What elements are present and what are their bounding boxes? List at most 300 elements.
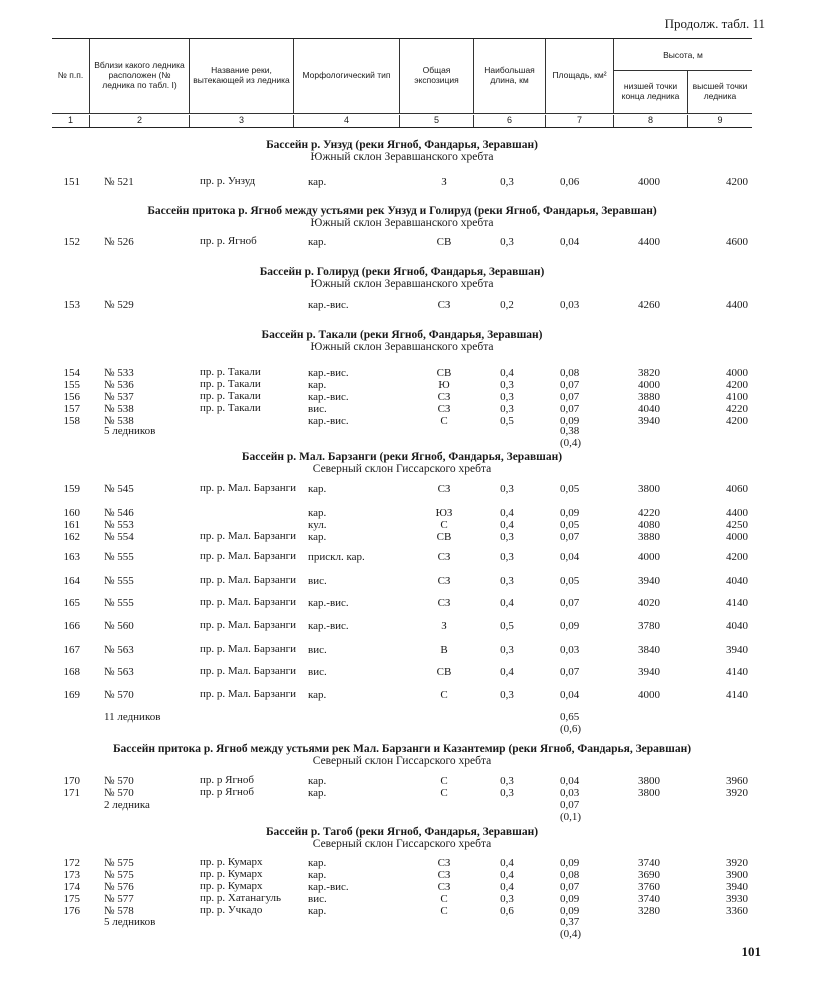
area: 0,07 [560,391,580,403]
river-name: пр. р. Такали [200,402,261,414]
row-number: 171 [63,787,80,799]
high-elevation: 4140 [726,689,748,701]
row-number: 173 [63,869,80,881]
glacier-ref: № 529 [104,299,134,311]
length: 0,3 [500,176,514,188]
glacier-ref: № 570 [104,775,134,787]
river-name: пр. р Ягноб [200,774,254,786]
exposition: СЗ [437,881,451,893]
low-elevation: 4000 [638,689,660,701]
high-elevation: 4000 [726,531,748,543]
river-name: пр. р. Мал. Барзанги [200,574,296,586]
area: 0,06 [560,176,580,188]
high-elevation: 3900 [726,869,748,881]
length: 0,3 [500,551,514,563]
length: 0,3 [500,893,514,905]
high-elevation: 4040 [726,575,748,587]
exposition: СЗ [437,869,451,881]
total-paren: (0,6) [560,723,582,735]
area: 0,05 [560,483,580,495]
total-row [52,928,752,942]
area: 0,05 [560,575,580,587]
morph-type: вис. [308,403,327,415]
exposition: ЮЗ [435,507,453,519]
high-elevation: 4400 [726,507,748,519]
morph-type: кар. [308,531,327,543]
high-elevation: 4000 [726,367,748,379]
area: 0,04 [560,775,580,787]
header-low-point: низшей точки конца ледника [614,71,688,113]
low-elevation: 3840 [638,644,660,656]
river-name: пр. р. Такали [200,378,261,390]
length: 0,3 [500,775,514,787]
table-row [52,483,752,497]
col-num: 5 [400,115,474,127]
glacier-ref: № 546 [104,507,134,519]
row-number: 160 [63,507,80,519]
table-row [52,644,752,658]
row-number: 165 [63,597,80,609]
section [52,329,752,353]
length: 0,3 [500,787,514,799]
area: 0,07 [560,379,580,391]
length: 0,4 [500,367,514,379]
high-elevation: 4200 [726,379,748,391]
exposition: СЗ [437,857,451,869]
total-label: 5 ледников [104,916,156,928]
high-elevation: 4250 [726,519,748,531]
header-divider [52,113,752,114]
morph-type: кул. [308,519,327,531]
row-number: 159 [63,483,80,495]
row-number: 166 [63,620,80,632]
continued-label: Продолж. табл. 11 [664,16,765,31]
length: 0,3 [500,403,514,415]
total-sum: 0,38 [560,425,580,437]
high-elevation: 4600 [726,236,748,248]
section-slope: Южный склон Зеравшанского хребта [310,341,494,353]
section-title: Бассейн р. Унзуд (реки Ягноб, Фандарья, Зеравшан) [266,139,538,151]
area: 0,09 [560,857,580,869]
glacier-ref: № 555 [104,597,134,609]
river-name: пр. р. Унзуд [200,175,256,187]
total-label: 5 ледников [104,425,156,437]
low-elevation: 4000 [638,551,660,563]
high-elevation: 4140 [726,597,748,609]
morph-type: вис. [308,644,327,656]
low-elevation: 4000 [638,379,660,391]
high-elevation: 4220 [726,403,748,415]
length: 0,4 [500,881,514,893]
length: 0,3 [500,575,514,587]
section-title: Бассейн р. Голируд (реки Ягноб, Фандарья, Зеравшан) [259,266,545,278]
high-elevation: 4200 [726,176,748,188]
row-number: 167 [63,644,80,656]
row-number: 174 [63,881,80,893]
row-number: 163 [63,551,80,563]
section [52,451,752,475]
low-elevation: 4260 [638,299,660,311]
row-number: 170 [63,775,80,787]
col-num: 3 [190,115,294,127]
glacier-ref: № 538 [104,403,134,415]
length: 0,4 [500,666,514,678]
length: 0,3 [500,644,514,656]
morph-type: кар.-вис. [308,391,349,403]
morph-type: прискл. кар. [308,551,365,563]
river-name: пр. р. Мал. Барзанги [200,665,296,677]
glacier-ref: № 575 [104,869,134,881]
morph-type: кар. [308,905,327,917]
header-type: Морфологический тип [294,39,400,113]
exposition: СВ [436,236,452,248]
section-slope: Северный склон Гиссарского хребта [312,463,492,475]
glacier-ref: № 563 [104,666,134,678]
exposition: В [440,644,448,656]
river-name: пр. р. Такали [200,390,261,402]
exposition: СЗ [437,483,451,495]
section-title: Бассейн р. Мал. Барзанги (реки Ягноб, Фандарья, Зеравшан) [241,451,563,463]
river-name: пр. р. Мал. Барзанги [200,596,296,608]
row-number: 162 [63,531,80,543]
river-name: пр. р. Ягноб [200,235,257,247]
high-elevation: 3940 [726,644,748,656]
total-label: 11 ледников [104,711,161,723]
area: 0,07 [560,531,580,543]
low-elevation: 3940 [638,666,660,678]
high-elevation: 4140 [726,666,748,678]
low-elevation: 4220 [638,507,660,519]
area: 0,07 [560,881,580,893]
table-row [52,666,752,680]
row-number: 158 [63,415,80,427]
row-number: 153 [63,299,80,311]
river-name: пр. р. Учкадо [200,904,263,916]
area: 0,04 [560,689,580,701]
morph-type: кар. [308,236,327,248]
exposition: С [440,689,448,701]
river-name: пр. р. Такали [200,366,261,378]
glacier-ref: № 578 [104,905,134,917]
table-row [52,531,752,545]
river-name: пр. р. Кумарх [200,868,263,880]
length: 0,4 [500,597,514,609]
total-sum: 0,37 [560,916,580,928]
morph-type: кар. [308,689,327,701]
glacier-ref: № 537 [104,391,134,403]
glacier-ref: № 570 [104,787,134,799]
exposition: СЗ [437,575,451,587]
row-number: 164 [63,575,80,587]
total-sum: 0,07 [560,799,580,811]
table-row [52,236,752,250]
morph-type: вис. [308,666,327,678]
area: 0,09 [560,620,580,632]
low-elevation: 3880 [638,391,660,403]
high-elevation: 3940 [726,881,748,893]
section [52,743,752,767]
morph-type: кар.-вис. [308,367,349,379]
row-number: 155 [63,379,80,391]
glacier-ref: № 553 [104,519,134,531]
table-row [52,299,752,313]
exposition: СВ [436,531,452,543]
river-name: пр. р. Мал. Барзанги [200,643,296,655]
area: 0,05 [560,519,580,531]
glacier-ref: № 563 [104,644,134,656]
length: 0,3 [500,531,514,543]
morph-type: вис. [308,893,327,905]
row-number: 168 [63,666,80,678]
morph-type: кар. [308,775,327,787]
length: 0,3 [500,379,514,391]
area: 0,04 [560,551,580,563]
exposition: З [441,176,447,188]
low-elevation: 3800 [638,483,660,495]
exposition: СЗ [437,597,451,609]
morph-type: вис. [308,575,327,587]
row-number: 169 [63,689,80,701]
length: 0,3 [500,483,514,495]
area: 0,04 [560,236,580,248]
glacier-ref: № 521 [104,176,134,188]
low-elevation: 4040 [638,403,660,415]
morph-type: кар. [308,379,327,391]
low-elevation: 3760 [638,881,660,893]
area: 0,07 [560,666,580,678]
river-name: пр. р. Мал. Барзанги [200,619,296,631]
area: 0,03 [560,299,580,311]
glacier-ref: № 570 [104,689,134,701]
row-number: 156 [63,391,80,403]
exposition: СЗ [437,391,451,403]
section-title: Бассейн р. Такали (реки Ягноб, Фандарья, Зеравшан) [261,329,543,341]
high-elevation: 4100 [726,391,748,403]
section [52,205,752,229]
section-slope: Южный склон Зеравшанского хребта [310,151,494,163]
row-number: 176 [63,905,80,917]
morph-type: кар. [308,869,327,881]
length: 0,3 [500,236,514,248]
header-length: Наибольшая длина, км [474,39,546,113]
length: 0,4 [500,507,514,519]
col-num: 9 [717,115,723,125]
low-elevation: 3780 [638,620,660,632]
total-row [52,437,752,451]
morph-type: кар.-вис. [308,597,349,609]
high-elevation: 4200 [726,415,748,427]
row-number: 161 [63,519,80,531]
glacier-ref: № 555 [104,551,134,563]
header-exposition: Общая экспозиция [400,39,474,113]
glacier-ref: № 538 [104,415,134,427]
low-elevation: 3800 [638,787,660,799]
morph-type: кар. [308,176,327,188]
glacier-ref: № 577 [104,893,134,905]
high-elevation: 4200 [726,551,748,563]
row-number: 151 [63,176,80,188]
high-elevation: 4060 [726,483,748,495]
exposition: З [441,620,447,632]
low-elevation: 3740 [638,893,660,905]
exposition: С [440,787,448,799]
morph-type: кар. [308,483,327,495]
glacier-ref: № 560 [104,620,134,632]
morph-type: кар. [308,507,327,519]
length: 0,5 [500,415,514,427]
low-elevation: 3940 [638,575,660,587]
length: 0,3 [500,391,514,403]
area: 0,03 [560,787,580,799]
col-num: 7 [546,115,614,127]
exposition: С [440,415,448,427]
col-num: 2 [90,115,190,127]
row-number: 152 [63,236,80,248]
low-elevation: 3690 [638,869,660,881]
exposition: СЗ [437,551,451,563]
exposition: С [440,905,448,917]
table-row [52,620,752,634]
row-number: 154 [63,367,80,379]
area: 0,08 [560,869,580,881]
total-label: 2 ледника [104,799,150,811]
low-elevation: 3940 [638,415,660,427]
high-elevation: 3920 [726,787,748,799]
section-title: Бассейн притока р. Ягноб между устьями рек Мал. Барзанги и Казантемир (реки Ягноб, Фандарья, Зеравшан) [112,743,692,755]
length: 0,3 [500,689,514,701]
river-name: пр. р. Мал. Барзанги [200,688,296,700]
glacier-ref: № 526 [104,236,134,248]
area: 0,08 [560,367,580,379]
glacier-ref: № 555 [104,575,134,587]
river-name: пр. р. Кумарх [200,856,263,868]
col-num: 6 [474,115,546,127]
total-row [52,811,752,825]
length: 0,4 [500,857,514,869]
low-elevation: 4000 [638,176,660,188]
high-elevation: 3920 [726,857,748,869]
morph-type: кар.-вис. [308,415,349,427]
section-slope: Северный склон Гиссарского хребта [312,755,492,767]
morph-type: кар.-вис. [308,881,349,893]
low-elevation: 4400 [638,236,660,248]
low-elevation: 4080 [638,519,660,531]
col-num: 8 [614,115,688,127]
low-elevation: 3820 [638,367,660,379]
area: 0,09 [560,893,580,905]
high-elevation: 3960 [726,775,748,787]
total-paren: (0,1) [560,811,582,823]
header-river: Название реки, вытекающей из ледника [190,39,294,113]
length: 0,4 [500,869,514,881]
exposition: С [440,519,448,531]
low-elevation: 4020 [638,597,660,609]
glacier-ref: № 576 [104,881,134,893]
exposition: СЗ [437,403,451,415]
header-height: Высота, м [614,39,752,71]
header-high-point: высшей точки ледника [692,81,748,101]
area: 0,03 [560,644,580,656]
col-num: 1 [52,115,90,127]
glacier-ref: № 545 [104,483,134,495]
table-row [52,176,752,190]
section [52,826,752,850]
total-paren: (0,4) [560,928,582,940]
exposition: СЗ [437,299,451,311]
exposition: С [440,775,448,787]
row-number: 157 [63,403,80,415]
table-row [52,689,752,703]
river-name: пр. р. Мал. Барзанги [200,482,296,494]
low-elevation: 3800 [638,775,660,787]
section-slope: Северный склон Гиссарского хребта [312,838,492,850]
river-name: пр. р. Кумарх [200,880,263,892]
exposition: С [440,893,448,905]
high-elevation: 4400 [726,299,748,311]
glacier-ref: № 536 [104,379,134,391]
glacier-ref: № 575 [104,857,134,869]
table-row [52,575,752,589]
morph-type: кар.-вис. [308,620,349,632]
morph-type: кар. [308,787,327,799]
low-elevation: 3740 [638,857,660,869]
area: 0,09 [560,905,580,917]
high-elevation: 3930 [726,893,748,905]
total-sum: 0,65 [560,711,580,723]
high-elevation: 4040 [726,620,748,632]
row-number: 175 [63,893,80,905]
river-name: пр. р. Мал. Барзанги [200,550,296,562]
col-num: 4 [294,115,400,127]
section [52,266,752,290]
section [52,139,752,163]
length: 0,6 [500,905,514,917]
exposition: СВ [436,367,452,379]
table-header [52,38,752,128]
area: 0,09 [560,415,580,427]
total-paren: (0,4) [560,437,582,449]
morph-type: кар.-вис. [308,299,349,311]
low-elevation: 3280 [638,905,660,917]
section-slope: Южный склон Зеравшанского хребта [310,278,494,290]
length: 0,5 [500,620,514,632]
exposition: Ю [438,379,450,391]
section-title: Бассейн притока р. Ягноб между устьями рек Унзуд и Голируд (реки Ягноб, Фандарья, Зеравшан) [147,205,657,217]
area: 0,07 [560,597,580,609]
header-num: № п.п. [52,39,90,113]
header-glacier: Вблизи какого ледника расположен (№ ледника по табл. I) [90,39,190,113]
row-number: 172 [63,857,80,869]
low-elevation: 3880 [638,531,660,543]
length: 0,4 [500,519,514,531]
area: 0,09 [560,507,580,519]
section-slope: Южный склон Зеравшанского хребта [310,217,494,229]
table-row [52,551,752,565]
table-row [52,597,752,611]
river-name: пр. р. Хатанагуль [200,892,282,904]
length: 0,2 [500,299,514,311]
river-name: пр. р. Мал. Барзанги [200,530,296,542]
glacier-ref: № 554 [104,531,134,543]
river-name: пр. р Ягноб [200,786,254,798]
page-number: 101 [741,944,761,959]
exposition: СВ [436,666,452,678]
total-row [52,723,752,737]
glacier-ref: № 533 [104,367,134,379]
high-elevation: 3360 [726,905,748,917]
header-area: Площадь, км² [546,39,614,113]
morph-type: кар. [308,857,327,869]
